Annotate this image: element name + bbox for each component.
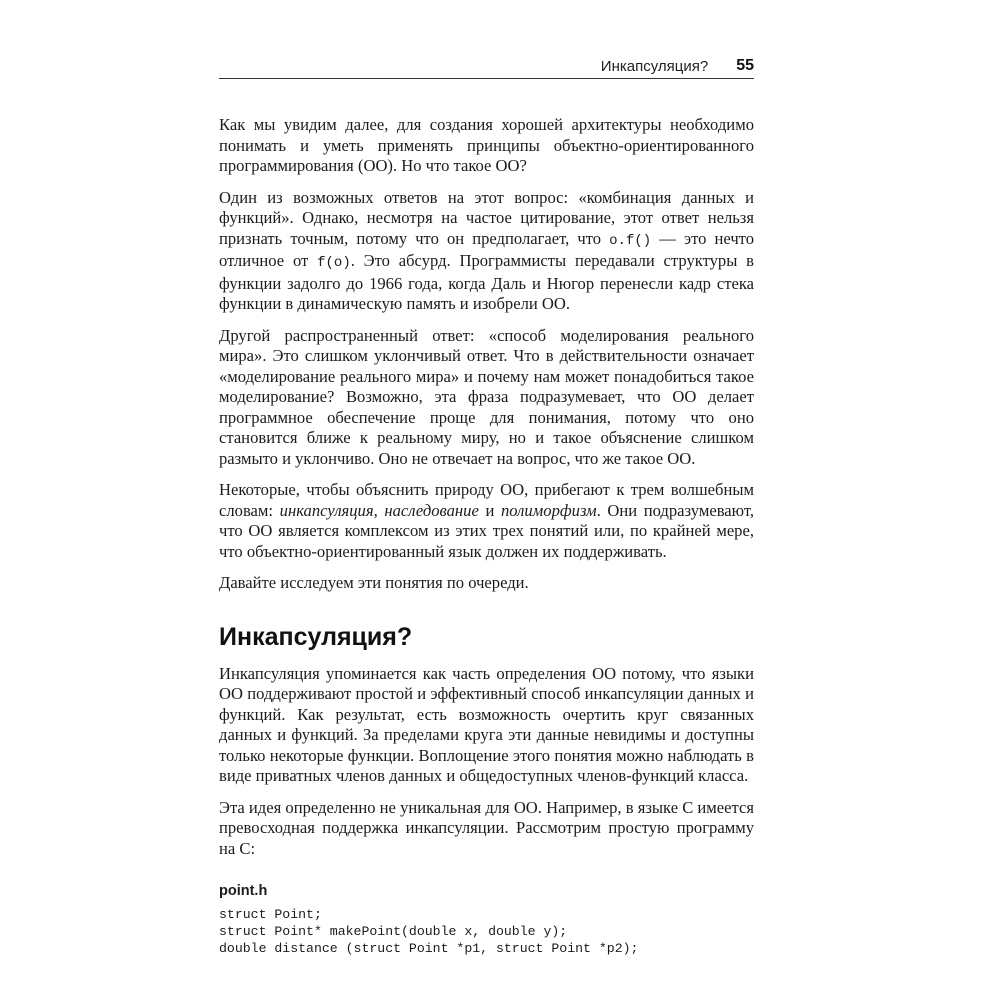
- section-heading: Инкапсуляция?: [219, 622, 413, 651]
- page-number: 55: [736, 57, 754, 74]
- term-polymorphism: полиморфизм: [500, 500, 597, 520]
- paragraph: Эта идея определенно не уникальная для ОО. Например, в языке C имеется превосходная поддержка инкапсуляции. Рассмотрим простую программу на C:: [219, 797, 754, 858]
- paragraph-text: Некоторые, чтобы объяснить природу ОО, прибегают к трем волшебным словам:: [219, 480, 754, 520]
- inline-code: o.f(): [609, 232, 652, 249]
- code-line: struct Point;: [219, 906, 322, 922]
- code-listing: [219, 906, 754, 957]
- separator: ,: [373, 500, 385, 520]
- inline-code: f(o): [317, 255, 351, 271]
- paragraph: [219, 480, 754, 562]
- code-listing-title: point.h: [219, 883, 268, 899]
- term-inheritance: наследование: [384, 500, 479, 520]
- paragraph: Как мы увидим далее, для создания хорошей архитектуры необходимо понимать и уметь применять принципы объектно-ориентированного программирования (ОО). Но что такое ОО?: [219, 115, 754, 175]
- paragraph: Другой распространенный ответ: «способ моделирования реального мира». Это слишком уклончивый ответ. Что в действительности означает «моделирование реального мира» и почему нам может понадобиться такое моделирование? Возможно, эта фраза подразумевает, что ОО делает программное обеспечение проще для понимания, потому что оно становится ближе к реальному миру, но и такое объяснение слишком размыто и уклончиво. Оно не отвечает на вопрос, что же такое ОО.: [219, 325, 754, 468]
- paragraph-text: — это нечто отличное от: [219, 228, 754, 270]
- term-encapsulation: инкапсуляция: [279, 500, 374, 520]
- separator: и: [478, 500, 501, 520]
- body-text: [219, 115, 754, 957]
- paragraph: [219, 188, 754, 315]
- paragraph-text: . Они подразумевают, что ОО является комплексом из этих трех понятий или, по крайней мере, что объектно-ориентированный язык должен их поддерживать.: [219, 500, 755, 561]
- running-header: [219, 54, 754, 79]
- code-line: struct Point* makePoint(double x, double y);: [219, 923, 568, 939]
- paragraph-text: Один из возможных ответов на этот вопрос: «комбинация данных и функций». Однако, несмотря на частое цитирование, этот ответ нельзя признать точным, потому что он предполагает, что: [219, 187, 754, 248]
- paragraph-text: . Это абсурд. Программисты передавали структуры в функции задолго до 1966 года, когда Даль и Нюгор перенесли кадр стека функции в динамическую память и изобрели ОО.: [219, 251, 755, 313]
- paragraph: Инкапсуляция упоминается как часть определения ОО потому, что языки ОО поддерживают простой и эффективный способ инкапсуляции данных и функций. Как результат, есть возможность очертить круг связанных данных и функций. За пределами круга эти данные невидимы и доступны только некоторые функции. Воплощение этого понятия можно наблюдать в виде приватных членов данных и общедоступных членов-функций класса.: [219, 663, 754, 785]
- paragraph: Давайте исследуем эти понятия по очереди.: [219, 573, 529, 592]
- running-header-title: Инкапсуляция?: [600, 57, 709, 75]
- code-line: double distance (struct Point *p1, struct Point *p2);: [219, 940, 639, 956]
